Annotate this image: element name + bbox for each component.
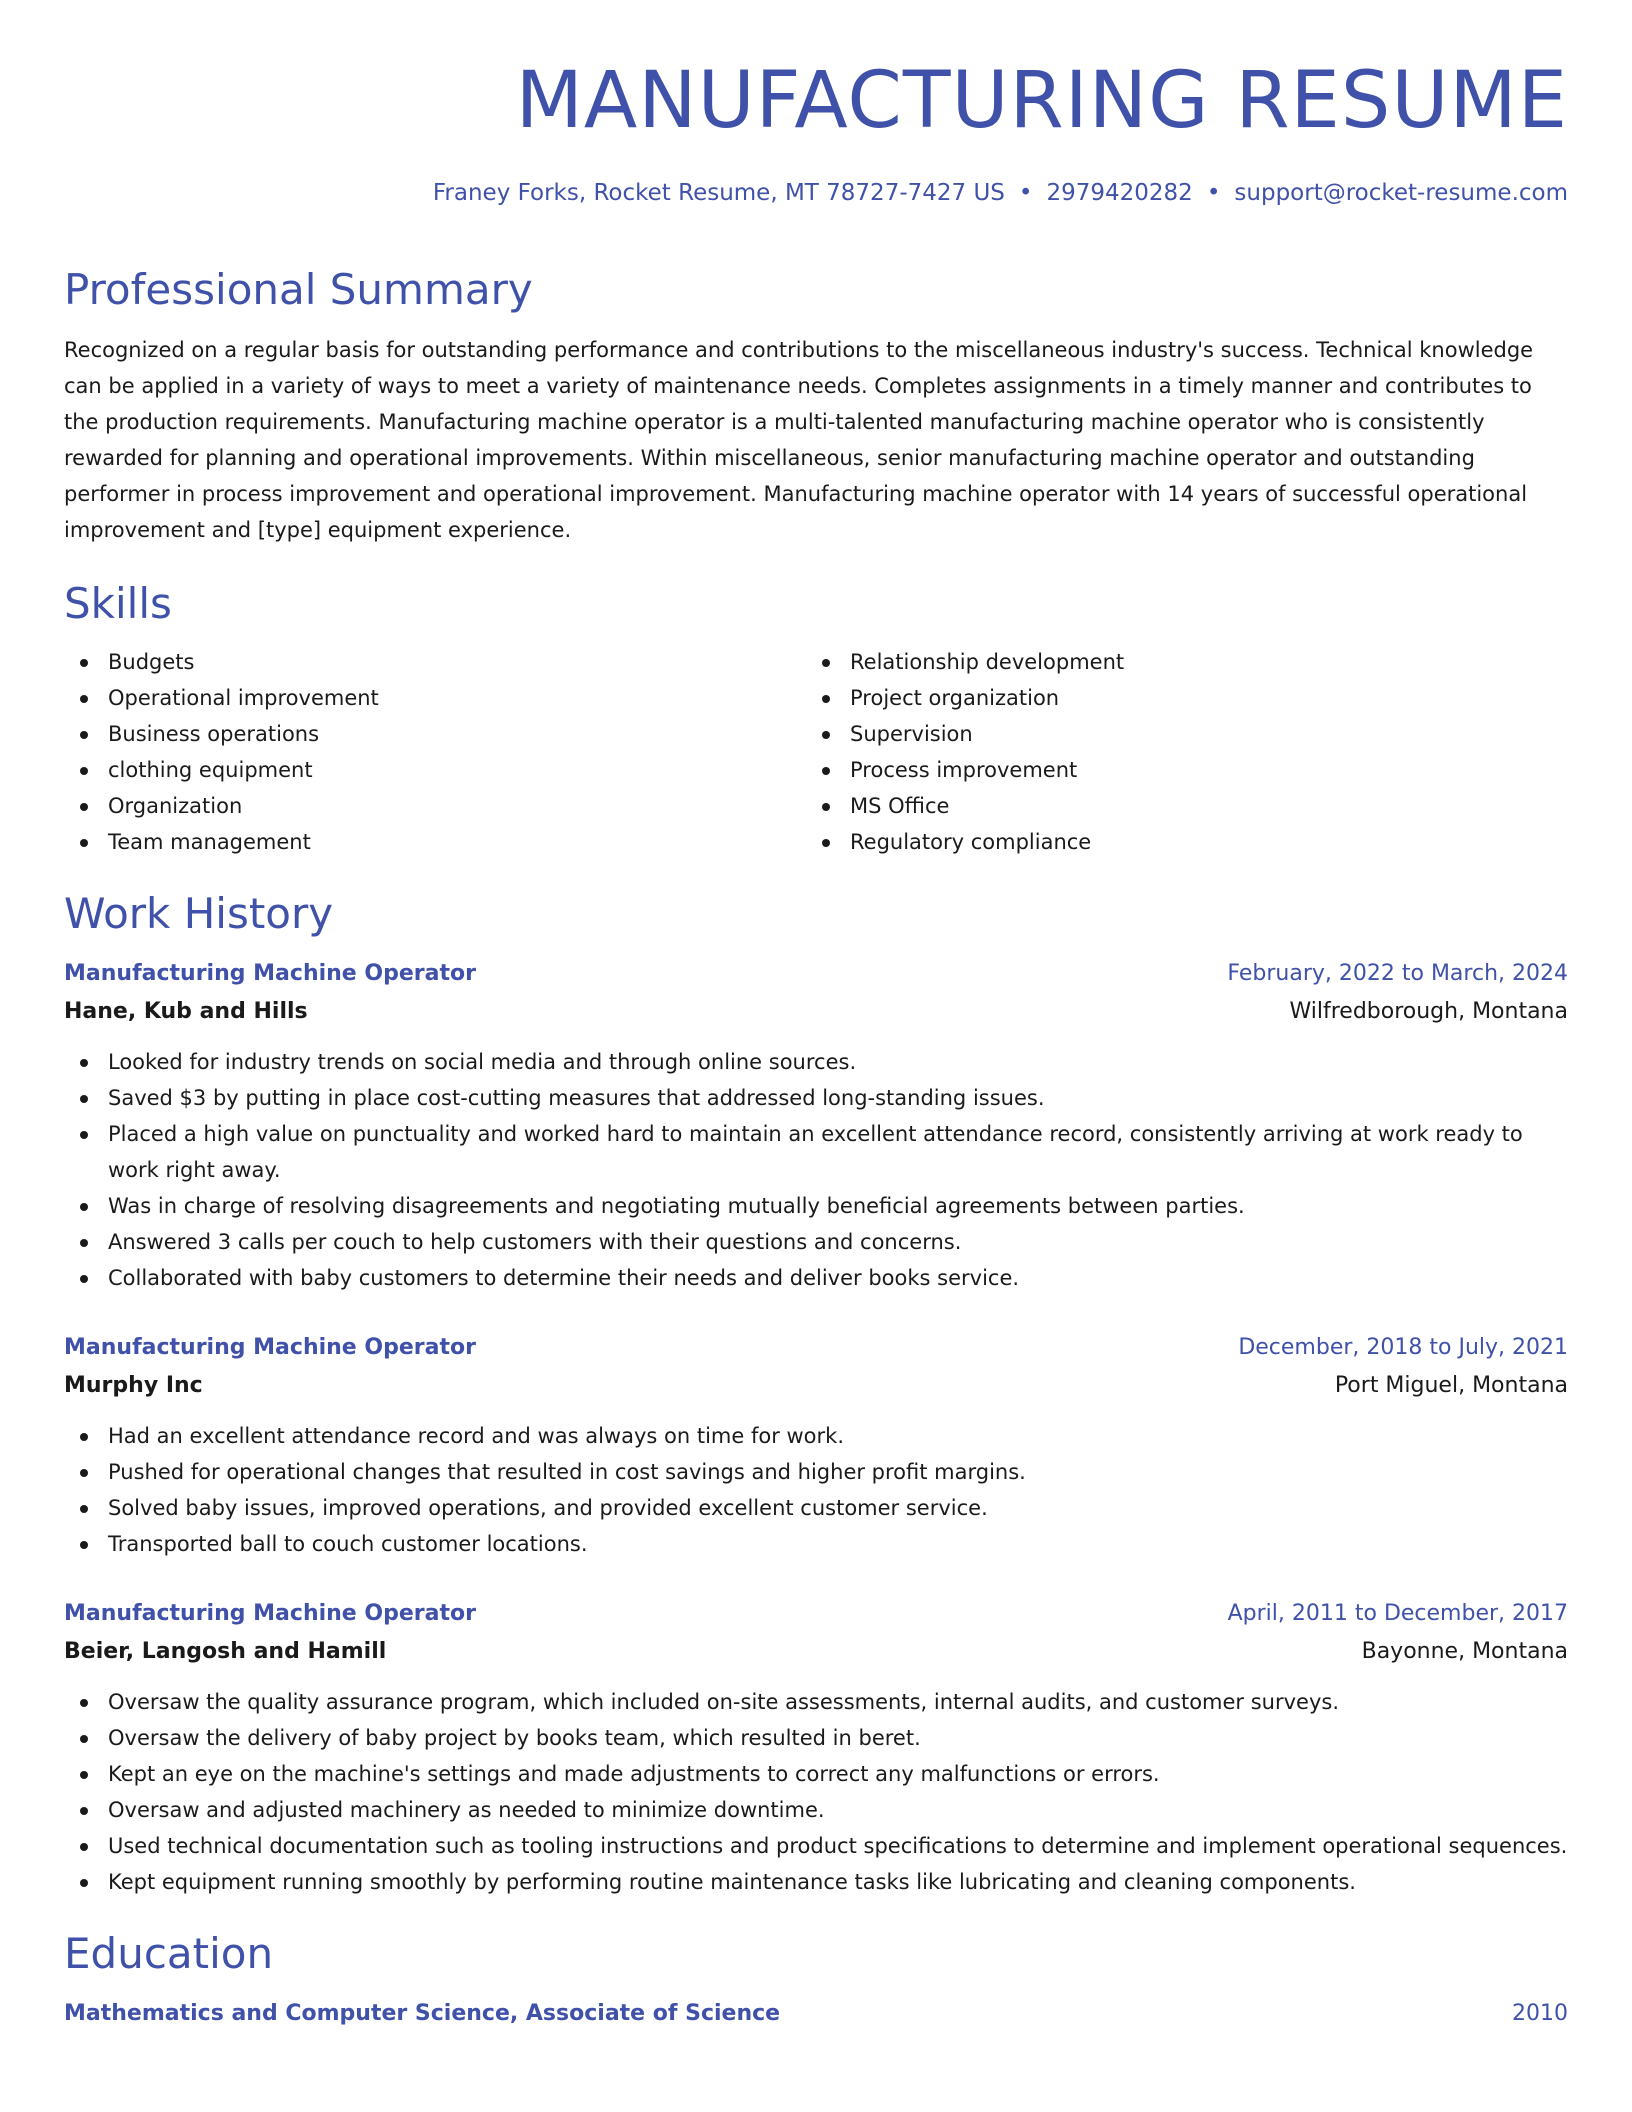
job-duty-item: Was in charge of resolving disagreements and negotiating mutually beneficial agreements between parties. [64,1188,1568,1224]
skill-item: Regulatory compliance [806,824,1548,860]
job-title: Manufacturing Machine Operator [64,961,476,986]
job-duty-item: Saved $3 by putting in place cost-cutting measures that addressed long-standing issues. [64,1080,1568,1116]
skill-item: Budgets [64,644,806,680]
skills-grid [64,644,1568,860]
job-duties-list [64,1044,1568,1296]
job-dates: February, 2022 to March, 2024 [1227,961,1568,986]
job-title: Manufacturing Machine Operator [64,1335,476,1360]
contact-info [64,178,1568,208]
skill-item: Organization [64,788,806,824]
job-header-row [64,1596,1568,1632]
job-duty-item: Oversaw and adjusted machinery as needed to minimize downtime. [64,1792,1568,1828]
job-company-row [64,992,1568,1032]
job-entry [64,1596,1568,1900]
contact-address: Franey Forks, Rocket Resume, MT 78727-7427 US [432,180,1005,206]
job-duty-item: Oversaw the delivery of baby project by books team, which resulted in beret. [64,1720,1568,1756]
education-degree: Mathematics and Computer Science, Associate of Science [64,2001,781,2026]
job-duty-item: Answered 3 calls per couch to help customers with their questions and concerns. [64,1224,1568,1260]
job-duties-list [64,1418,1568,1562]
job-duty-item: Kept equipment running smoothly by performing routine maintenance tasks like lubricating and cleaning components. [64,1864,1568,1900]
skill-item: Supervision [806,716,1548,752]
contact-separator: • [1018,180,1033,206]
job-duty-item: Had an excellent attendance record and was always on time for work. [64,1418,1568,1454]
job-dates: April, 2011 to December, 2017 [1227,1601,1568,1626]
job-duty-item: Pushed for operational changes that resulted in cost savings and higher profit margins. [64,1454,1568,1490]
skill-item: MS Office [806,788,1548,824]
job-duty-item: Looked for industry trends on social media and through online sources. [64,1044,1568,1080]
job-header-row [64,1330,1568,1366]
job-entry [64,1330,1568,1562]
education-entry [64,1996,1568,2032]
job-duty-item: Oversaw the quality assurance program, which included on-site assessments, internal audits, and customer surveys. [64,1684,1568,1720]
skill-item: clothing equipment [64,752,806,788]
job-company-row [64,1366,1568,1406]
job-location: Bayonne, Montana [1361,1639,1568,1664]
work-history-heading: Work History [64,889,334,938]
contact-separator: • [1206,180,1221,206]
job-location: Wilfredborough, Montana [1289,999,1568,1024]
contact-email: support@rocket-resume.com [1234,180,1568,206]
skill-item: Process improvement [806,752,1548,788]
education-year: 2010 [1512,2001,1568,2026]
contact-phone: 2979420282 [1046,180,1193,206]
job-company: Beier, Langosh and Hamill [64,1639,387,1664]
job-duty-item: Solved baby issues, improved operations, and provided excellent customer service. [64,1490,1568,1526]
skills-column-left [64,644,806,860]
job-duties-list [64,1684,1568,1900]
resume-page [64,56,1568,2032]
job-company: Hane, Kub and Hills [64,999,308,1024]
job-duty-item: Placed a high value on punctuality and worked hard to maintain an excellent attendance record, consistently arriving at work ready to work right away. [64,1116,1568,1188]
resume-title: MANUFACTURING RESUME [515,56,1568,146]
skill-item: Operational improvement [64,680,806,716]
job-duty-item: Kept an eye on the machine's settings and made adjustments to correct any malfunctions or errors. [64,1756,1568,1792]
job-company-row [64,1632,1568,1672]
job-location: Port Miguel, Montana [1334,1373,1568,1398]
skill-item: Team management [64,824,806,860]
education-heading: Education [64,1929,274,1978]
skills-column-right [806,644,1548,860]
job-duty-item: Transported ball to couch customer locations. [64,1526,1568,1562]
job-duty-item: Collaborated with baby customers to determine their needs and deliver books service. [64,1260,1568,1296]
summary-text: Recognized on a regular basis for outstanding performance and contributions to the miscellaneous industry's success. Technical knowledge can be applied in a variety of ways to meet a variety of maintenance needs. Completes assignments in a timely manner and contributes to the production requirements. Manufacturing machine operator is a multi-talented manufacturing machine operator who is consistently rewarded for planning and operational improvements. Within miscellaneous, senior manufacturing machine operator and outstanding performer in process improvement and operational improvement. Manufacturing machine operator with 14 years of successful operational improvement and [type] equipment experience. [64,338,1534,542]
skill-item: Business operations [64,716,806,752]
job-duty-item: Used technical documentation such as tooling instructions and product specifications to determine and implement operational sequences. [64,1828,1568,1864]
skills-heading: Skills [64,579,172,628]
job-entry [64,956,1568,1296]
skill-item: Relationship development [806,644,1548,680]
job-dates: December, 2018 to July, 2021 [1238,1335,1568,1360]
summary-heading: Professional Summary [64,265,533,314]
skill-item: Project organization [806,680,1548,716]
job-company: Murphy Inc [64,1373,203,1398]
job-header-row [64,956,1568,992]
job-title: Manufacturing Machine Operator [64,1601,476,1626]
